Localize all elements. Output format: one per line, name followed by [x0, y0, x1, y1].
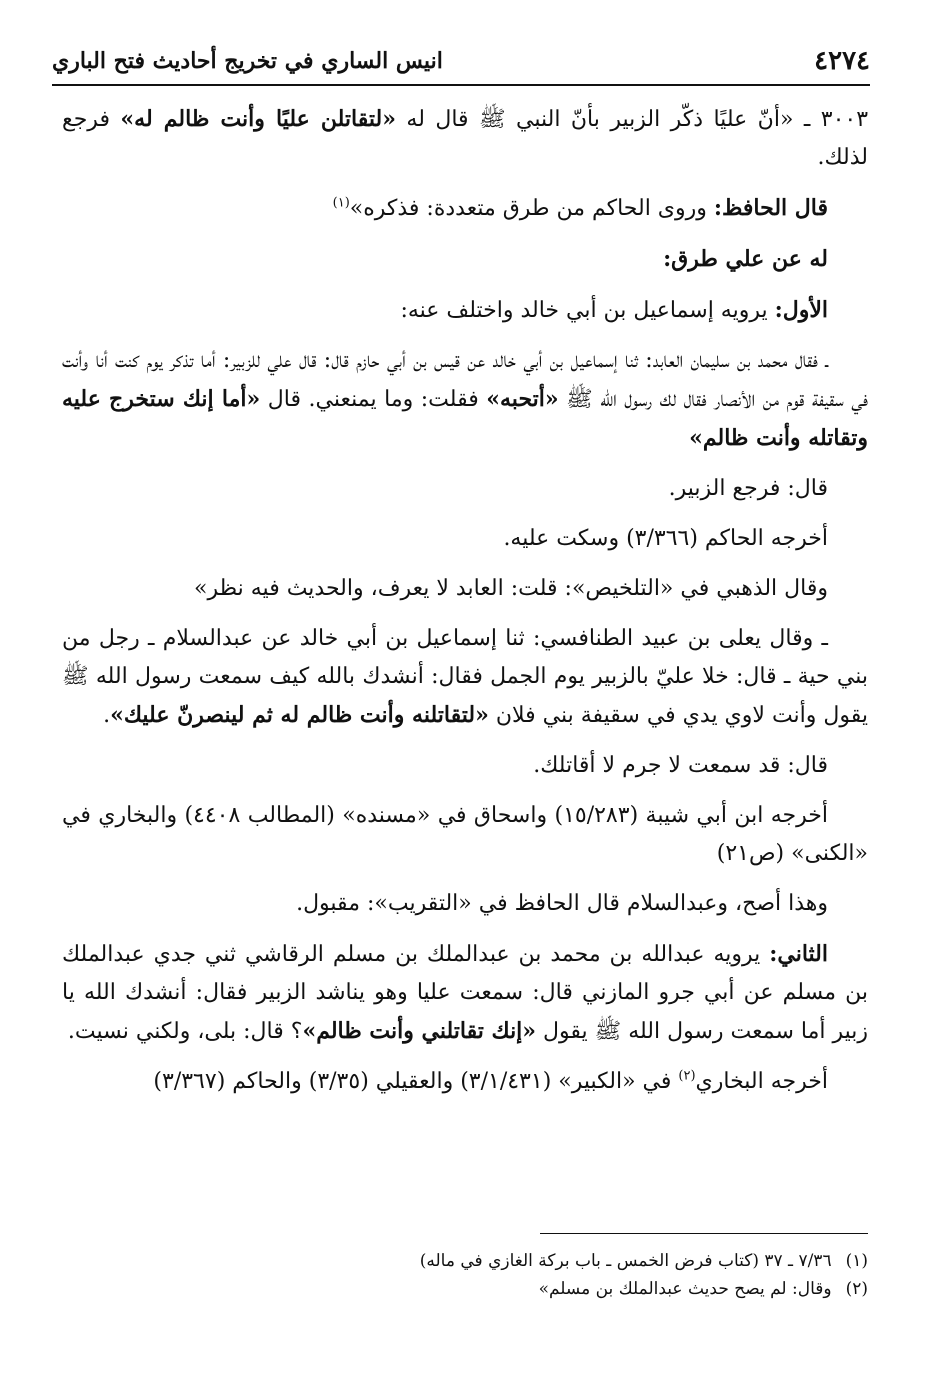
text-run: قال: قد سمعت لا جرم لا أقاتلك. [533, 753, 828, 778]
paragraph [62, 189, 868, 228]
text-run: وهذا أصح، وعبدالسلام قال الحافظ في «التقريب»: مقبول. [296, 891, 828, 916]
text-run: فرجع لذلك. [62, 107, 868, 170]
paragraph [62, 797, 868, 873]
paragraph [62, 747, 868, 785]
text-run: في «الكبير» (٣/١/٤٣١) والعقيلي (٣/٣٥) والحاكم (٣/٣٦٧) [153, 1069, 679, 1094]
text-run: ـ فقال محمد بن سليمان العابد: ثنا إسماعيل بن أبي خالد عن قيس بن أبي حازم قال: قال علي للزبير: أما تذكر يوم كنت أنا وأنت في سقيفة قوم من الأنصار فقال لك رسول الله ﷺ [62, 348, 868, 412]
text-run: . [103, 703, 111, 728]
text-run: أخرجه ابن أبي شيبة (١٥/٢٨٣) واسحاق في «مسنده» (المطالب ٤٤٠٨) والبخاري في «الكنى» (ص٢١) [62, 803, 868, 866]
footnotes [62, 1247, 868, 1303]
bold-text: الأول: [774, 297, 828, 323]
text-run: قال: فرجع الزبير. [668, 476, 828, 501]
footnote [62, 1275, 868, 1303]
paragraph [62, 570, 868, 608]
bold-text: «أتحبه» [486, 386, 559, 412]
text-run: وقال الذهبي في «التلخيص»: قلت: العابد لا يعرف، والحديث فيه نظر» [194, 576, 828, 601]
paragraph [62, 291, 868, 330]
text-run: ـ وقال يعلى بن عبيد الطنافسي: ثنا إسماعيل بن أبي خالد عن عبدالسلام ـ رجل من بني حية ـ قال: خلا عليّ بالزبير يوم الجمل فقال: أنشدك بالله كيف سمعت رسول الله ﷺ يقول وأنت لاوي يدي في سقيفة بني فلان [62, 626, 868, 728]
footnote-text: وقال: لم يصح حديث عبدالملك بن مسلم» [538, 1279, 832, 1299]
text-run: يرويه عبدالله بن محمد بن عبدالملك بن مسلم الرقاشي ثني جدي عبدالملك بن مسلم عن أبي جرو المازني قال: سمعت عليا وهو يناشد الزبير فقال: أنشدك الله يا زبير أما سمعت رسول الله ﷺ يقول [62, 942, 868, 1044]
footnote-number: (١) [845, 1251, 868, 1271]
text-run: يرويه إسماعيل بن أبي خالد واختلف عنه: [400, 298, 775, 323]
paragraph [62, 885, 868, 923]
paragraph [62, 935, 868, 1051]
bold-text: الثاني: [769, 941, 828, 967]
main-text [62, 100, 868, 1113]
paragraph [62, 342, 868, 458]
footnote-number: (٢) [845, 1279, 868, 1299]
footnote-ref: (٢) [678, 1068, 696, 1084]
page-number: ٤٢٧٤ [814, 46, 870, 76]
text-run: ٣٠٠٣ ـ «أنّ عليًا ذكّر الزبير بأنّ النبي ﷺ قال له [395, 107, 869, 132]
text-run: وروى الحاكم من طرق متعددة: فذكره» [349, 196, 714, 221]
paragraph [62, 620, 868, 735]
page-header [52, 38, 870, 86]
paragraph [62, 520, 868, 558]
paragraph [62, 1063, 868, 1101]
bold-text: له عن علي طرق: [663, 246, 828, 272]
footnote-ref: (١) [332, 195, 350, 211]
text-run: فقلت: وما يمنعني. قال [260, 387, 487, 412]
paragraph [62, 470, 868, 508]
text-run: ؟ قال: بلى، ولكني نسيت. [67, 1019, 303, 1044]
bold-text: قال الحافظ: [713, 195, 828, 221]
footnote-text: ٧/٣٦ ـ ٣٧ (كتاب فرض الخمس ـ باب بركة الغازي في ماله) [419, 1251, 832, 1271]
bold-text: «إنك تقاتلني وأنت ظالم» [302, 1018, 537, 1044]
paragraph [62, 240, 868, 279]
running-title: انيس الساري في تخريج أحاديث فتح الباري [52, 48, 443, 74]
paragraph [62, 100, 868, 177]
bold-text: «أما إنك ستخرج عليه وتقاتله وأنت ظالم» [62, 386, 868, 451]
bold-text: «لتقاتلن عليًا وأنت ظالم له» [120, 106, 396, 132]
bold-text: «لتقاتلنه وأنت ظالم له ثم لينصرنّ عليك» [110, 702, 489, 728]
footnote [62, 1247, 868, 1275]
text-run: أخرجه البخاري [695, 1069, 828, 1094]
footnote-divider [540, 1233, 868, 1234]
text-run: أخرجه الحاكم (٣/٣٦٦) وسكت عليه. [503, 526, 828, 551]
